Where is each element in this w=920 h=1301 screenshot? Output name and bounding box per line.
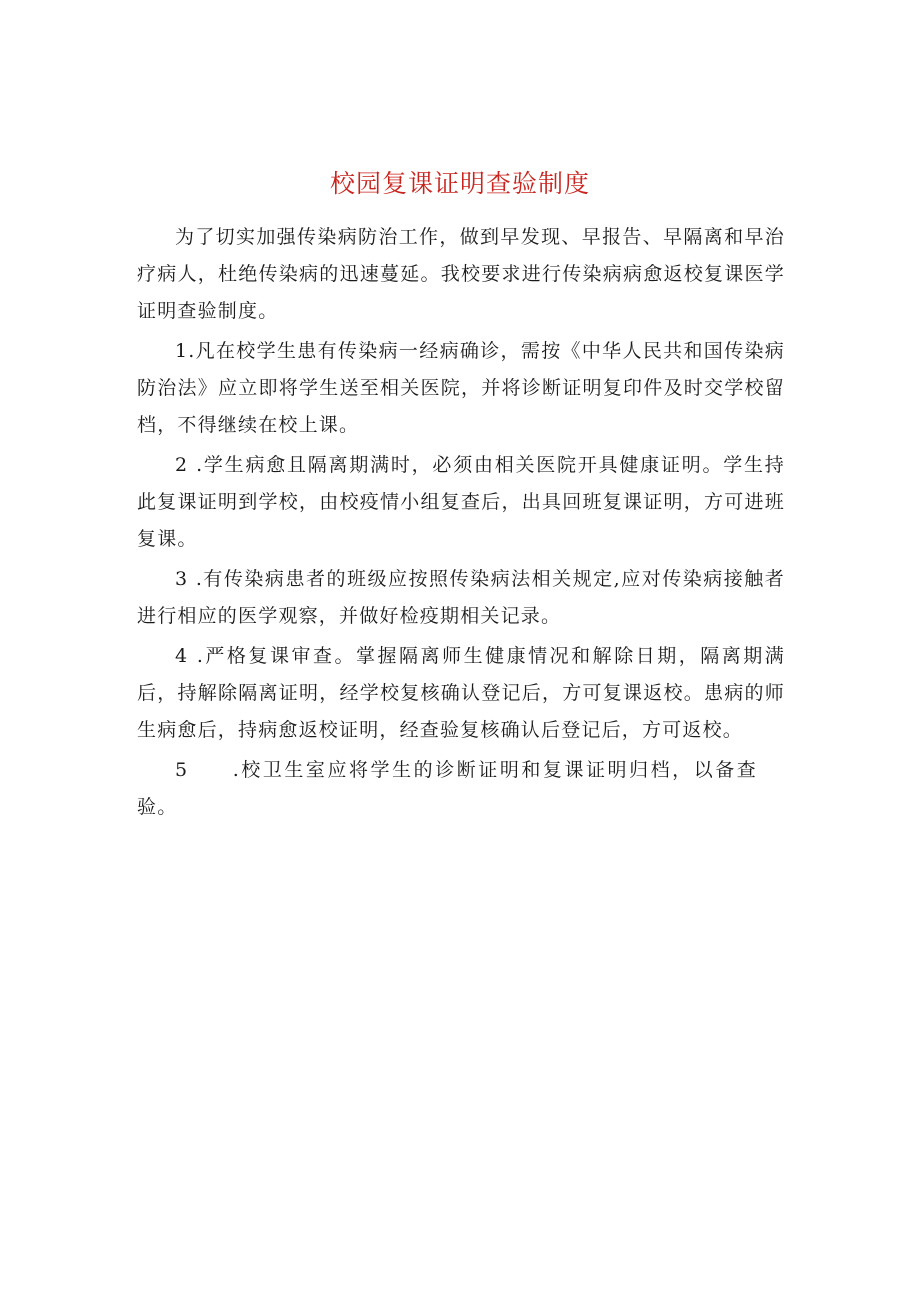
rule-paragraph-3: 3 .有传染病患者的班级应按照传染病法相关规定,应对传染病接触者进行相应的医学观察，并做好检疫期相关记录。 — [137, 568, 785, 627]
intro-paragraph: 为了切实加强传染病防治工作，做到早发现、早报告、早隔离和早治疗病人，杜绝传染病的迅速蔓延。我校要求进行传染病病愈返校复课医学证明查验制度。 — [137, 226, 785, 322]
rule-paragraph-5: 5 .校卫生室应将学生的诊断证明和复课证明归档，以备查验。 — [137, 759, 757, 818]
document-title: 校园复课证明查验制度 — [329, 169, 590, 198]
rule-paragraph-2: 2 .学生病愈且隔离期满时，必须由相关医院开具健康证明。学生持此复课证明到学校，由校疫情小组复查后，出具回班复课证明，方可进班复课。 — [137, 454, 785, 550]
document-body — [137, 219, 785, 829]
rule-paragraph-1: 1.凡在校学生患有传染病一经病确诊，需按《中华人民共和国传染病防治法》应立即将学生送至相关医院，并将诊断证明复印件及时交学校留档，不得继续在校上课。 — [137, 340, 785, 436]
rule-paragraph-4: 4 .严格复课审查。掌握隔离师生健康情况和解除日期，隔离期满后，持解除隔离证明，经学校复核确认登记后，方可复课返校。患病的师生病愈后，持病愈返校证明，经查验复核确认后登记后，方可返校。 — [137, 645, 785, 741]
